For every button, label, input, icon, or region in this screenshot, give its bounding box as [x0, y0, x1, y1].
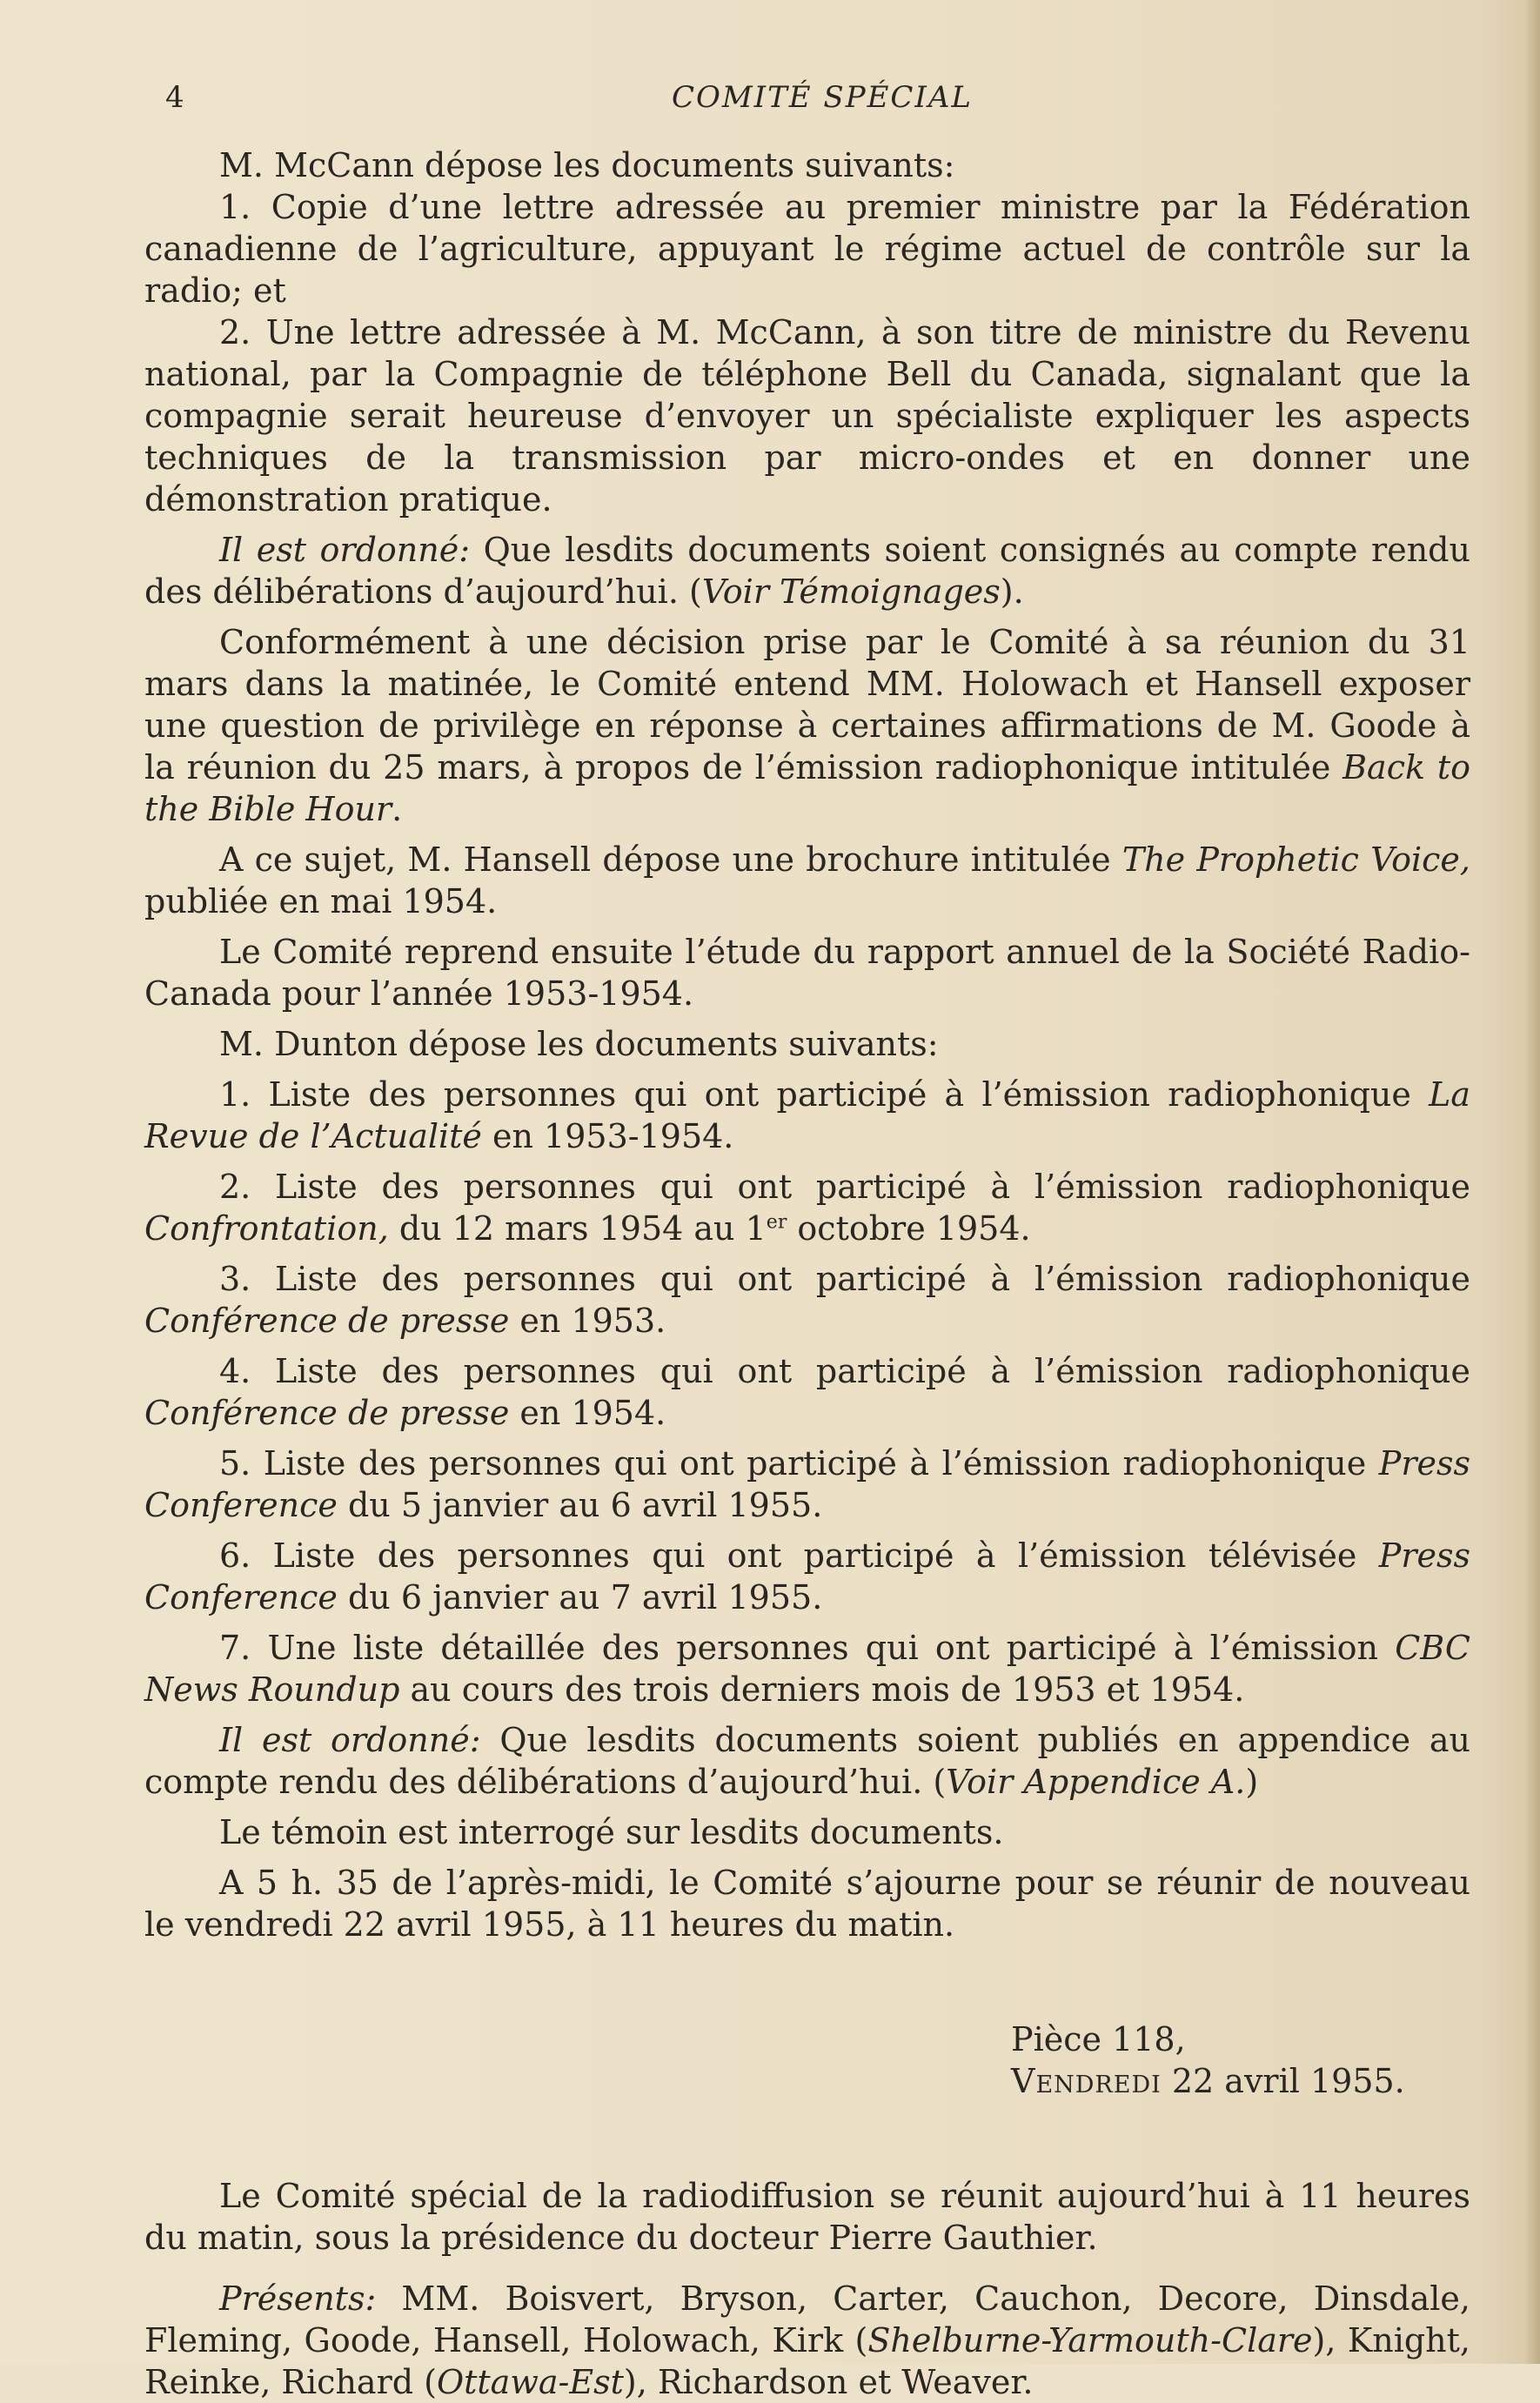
list-item: 3. Liste des personnes qui ont participé à l’émission radiophonique Conférence de presse en 1953.	[144, 1260, 1470, 1340]
paragraph-meeting: Le Comité spécial de la radiodiffusion se réunit aujourd’hui à 11 heures du matin, sous la présidence du docteur Pierre Gauthier.	[144, 2177, 1470, 2257]
order-text-b: ).	[1000, 572, 1024, 611]
running-title: COMITÉ SPÉCIAL	[671, 80, 973, 115]
privilege-text-b: .	[392, 790, 403, 828]
piece-number: Pièce 118,	[1011, 2020, 1186, 2058]
paragraph-brochure	[144, 839, 1470, 922]
paragraph-item-1: 1. Copie d’une lettre adressée au premier ministre par la Fédération canadienne de l’agriculture, appuyant le régime actuel de contrôle sur la radio; et	[144, 188, 1470, 310]
document-body	[144, 144, 1470, 2403]
paragraph-documents-mccann: M. McCann dépose les documents suivants:	[219, 146, 955, 184]
brochure-text-a: A ce sujet, M. Hansell dépose une brochure intitulée	[219, 840, 1122, 879]
list-item: 6. Liste des personnes qui ont participé à l’émission télévisée Press Conference du 6 janvier au 7 avril 1955.	[144, 1536, 1470, 1617]
paragraph-order-2: Il est ordonné: Que lesdits documents soient publiés en appendice au compte rendu des délibérations d’aujourd’hui. (Voir Appendice A.)	[144, 1721, 1470, 1801]
order-ref: Voir Témoignages	[701, 572, 1001, 611]
paragraph-annual-report: Le Comité reprend ensuite l’étude du rapport annuel de la Société Radio-Canada pour l’année 1953-1954.	[144, 933, 1470, 1013]
privilege-text-a: Conformément à une décision prise par le Comité à sa réunion du 31 mars dans la matinée, le Comité entend MM. Holowach et Hansell exposer une question de privilège en réponse à certaines affirmations de M. Goode à la réunion du 25 mars, à propos de l’émission radiophonique intitulée	[144, 623, 1470, 786]
present-lead: Présents:	[219, 2279, 377, 2318]
order-text-a: Que lesdits documents soient consignés au compte rendu des délibérations d’aujourd’hui. (	[144, 531, 1470, 611]
list-item: 7. Une liste détaillée des personnes qui ont participé à l’émission CBC News Roundup au cours des trois derniers mois de 1953 et 1954.	[144, 1629, 1470, 1709]
brochure-title: The Prophetic Voice,	[1122, 840, 1470, 879]
page-number: 4	[165, 80, 184, 115]
appendix-ref: Voir Appendice A.	[946, 1763, 1246, 1801]
paragraph-privilege	[144, 621, 1470, 830]
list-item: 2. Liste des personnes qui ont participé à l’émission radiophonique Confrontation, du 12 mars 1954 au 1er octobre 1954.	[144, 1168, 1470, 1248]
paragraph-present: Présents: MM. Boisvert, Bryson, Carter, Cauchon, Decore, Dinsdale, Fleming, Goode, Hansell, Holowach, Kirk (Shelburne-Yarmouth-Clare), Knight, Reinke, Richard (Ottawa-Est), Richardson et Weaver.	[144, 2279, 1470, 2401]
order-lead: Il est ordonné:	[219, 531, 471, 569]
paragraph-order-1	[144, 529, 1470, 612]
paragraph-documents-dunton: M. Dunton dépose les documents suivants:	[219, 1025, 939, 1063]
order-lead: Il est ordonné:	[219, 1721, 481, 1759]
paragraph-item-2: 2. Une lettre adressée à M. McCann, à son titre de ministre du Revenu national, par la Compagnie de téléphone Bell du Canada, signalant que la compagnie serait heureuse d’envoyer un spécialiste expliquer les aspects techniques de la transmission par micro-ondes et en donner une démonstration pratique.	[144, 313, 1470, 519]
page-header	[165, 80, 1479, 124]
list-item: 5. Liste des personnes qui ont participé à l’émission radiophonique Press Conference du 5 janvier au 6 avril 1955.	[144, 1444, 1470, 1524]
paragraph-adjournment: A 5 h. 35 de l’après-midi, le Comité s’ajourne pour se réunir de nouveau le vendredi 22 avril 1955, à 11 heures du matin.	[144, 1864, 1470, 1944]
brochure-text-b: publiée en mai 1954.	[144, 882, 498, 920]
program-title: Back to the Bible Hour	[144, 748, 1470, 828]
paragraph-witness: Le témoin est interrogé sur lesdits documents.	[219, 1813, 1004, 1851]
page-edge-shadow	[1524, 0, 1540, 2364]
list-item: 1. Liste des personnes qui ont participé à l’émission radiophonique La Revue de l’Actualité en 1953-1954.	[144, 1075, 1470, 1155]
dateline	[144, 2018, 1418, 2102]
meeting-date: Vendredi 22 avril 1955.	[1011, 2062, 1405, 2100]
list-item: 4. Liste des personnes qui ont participé à l’émission radiophonique Conférence de presse en 1954.	[144, 1352, 1470, 1432]
